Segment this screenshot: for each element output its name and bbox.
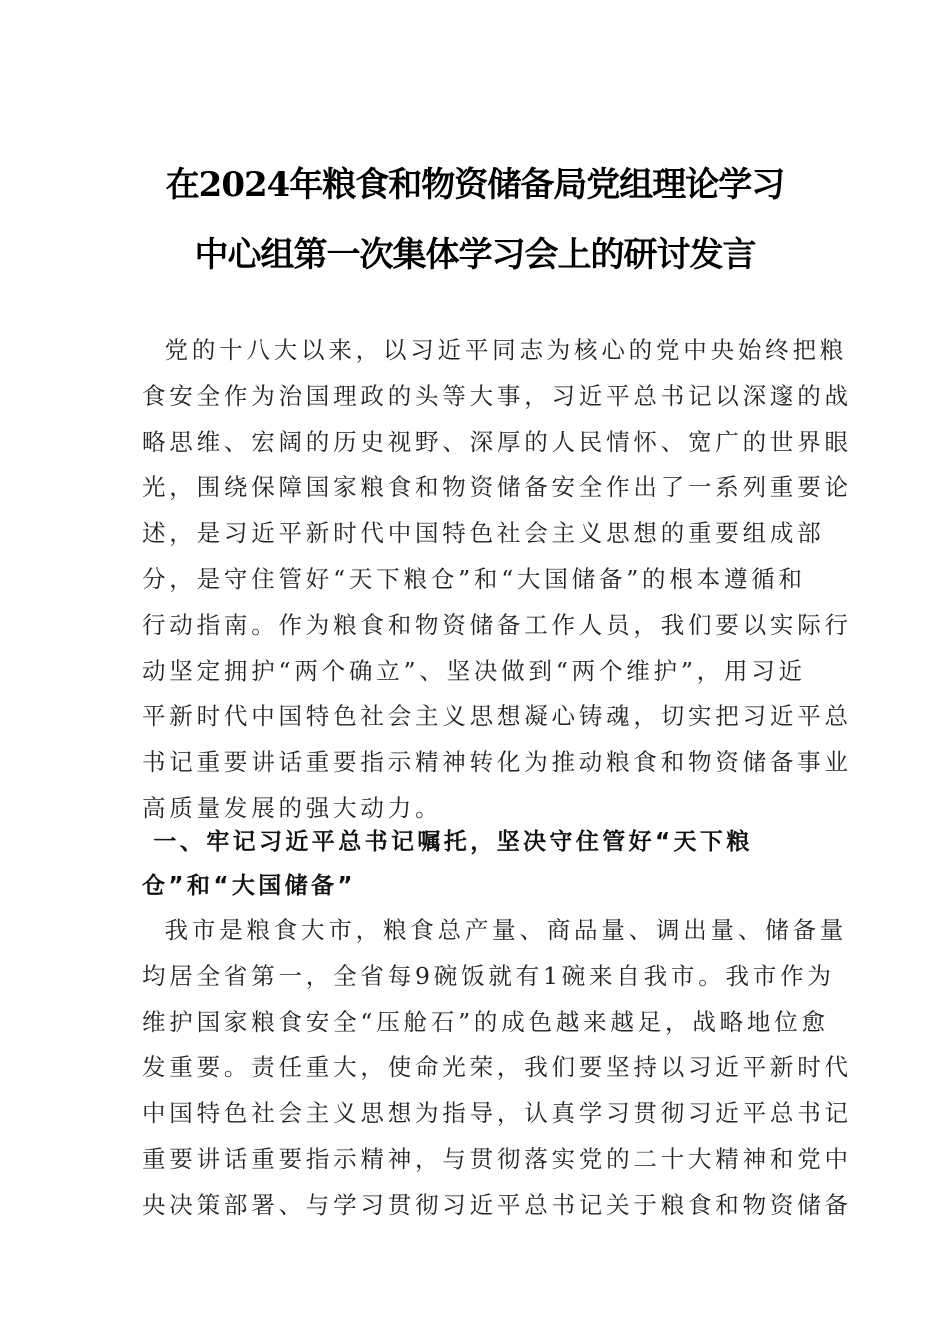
paragraph-line: 动坚定拥护“两个确立”、坚决做到“两个维护”，用习近	[142, 656, 806, 685]
paragraph-line: 中国特色社会主义思想为指导，认真学习贯彻习近平总书记	[142, 1099, 852, 1128]
paragraph-line: 发重要。责任重大，使命光荣，我们要坚持以习近平新时代	[142, 1053, 852, 1082]
document-title-line-2: 中心组第一次集体学习会上的研讨发言	[194, 235, 756, 275]
heading-line: 一、牢记习近平总书记嘱托，坚决守住管好“天下粮	[142, 829, 753, 855]
paragraph-line: 略思维、宏阔的历史视野、深厚的人民情怀、宽广的世界眼	[142, 427, 852, 456]
document-title-line-1: 在2024年粮食和物资储备局党组理论学习	[165, 165, 785, 205]
paragraph-line: 重要讲话重要指示精神，与贯彻落实党的二十大精神和党中	[142, 1144, 852, 1173]
section-1-paragraph	[142, 908, 852, 1229]
paragraph-line: 食安全作为治国理政的头等大事，习近平总书记以深邃的战	[142, 381, 852, 410]
paragraph-line: 均居全省第一，全省每9碗饭就有1碗来自我市。我市作为	[142, 961, 835, 990]
paragraph-line: 行动指南。作为粮食和物资储备工作人员，我们要以实际行	[142, 610, 852, 639]
paragraph-line: 书记重要讲话重要指示精神转化为推动粮食和物资储备事业	[142, 748, 852, 777]
section-heading-1	[142, 820, 812, 908]
paragraph-line: 述，是习近平新时代中国特色社会主义思想的重要组成部	[142, 519, 825, 548]
paragraph-line: 央决策部署、与学习贯彻习近平总书记关于粮食和物资储备	[142, 1190, 852, 1219]
paragraph-line: 高质量发展的强大动力。	[142, 793, 443, 822]
heading-line: 仓”和“大国储备”	[142, 873, 356, 899]
intro-paragraph	[142, 328, 852, 832]
paragraph-line: 光，围绕保障国家粮食和物资储备安全作出了一系列重要论	[142, 473, 852, 502]
paragraph-line: 分，是守住管好“天下粮仓”和“大国储备”的根本遵循和	[142, 564, 806, 593]
paragraph-line: 我市是粮食大市，粮食总产量、商品量、调出量、储备量	[142, 916, 848, 944]
paragraph-line: 维护国家粮食安全“压舱石”的成色越来越足，战略地位愈	[142, 1007, 829, 1036]
paragraph-line: 平新时代中国特色社会主义思想凝心铸魂，切实把习近平总	[142, 702, 852, 731]
paragraph-line: 党的十八大以来，以习近平同志为核心的党中央始终把粮	[142, 336, 848, 364]
